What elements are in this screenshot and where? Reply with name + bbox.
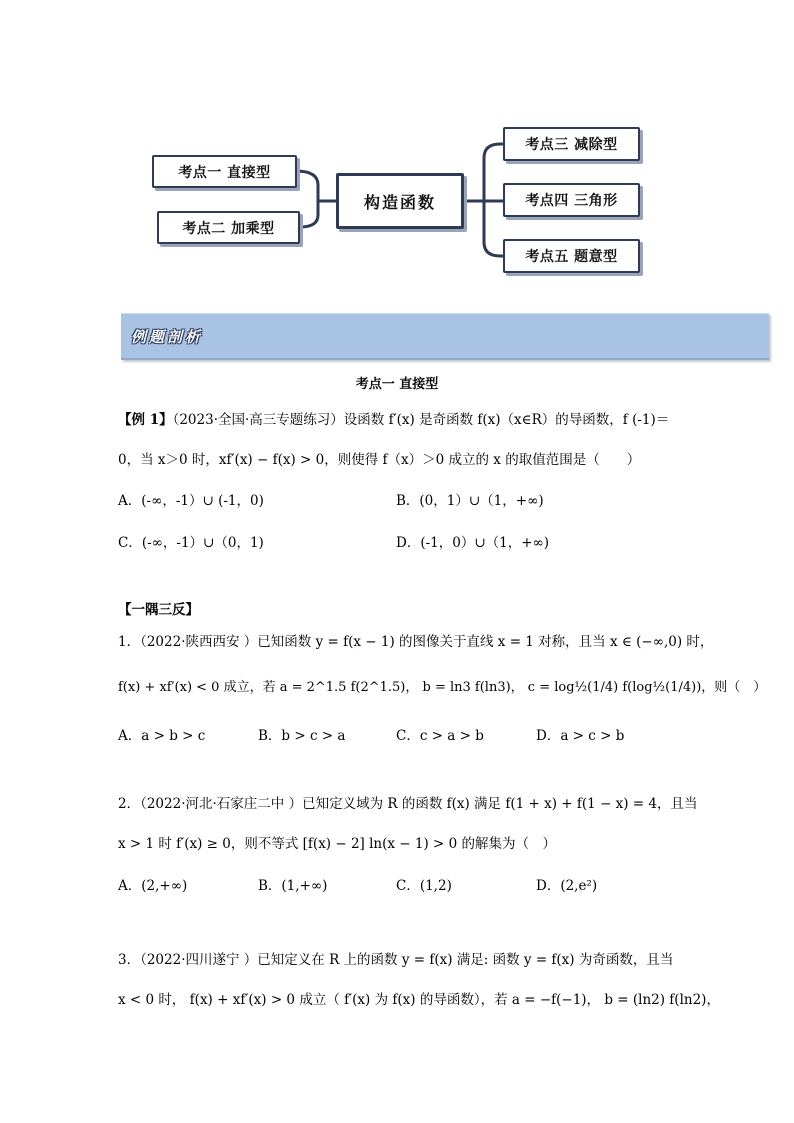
example-line-1 (118, 411, 669, 429)
example-option-b: B．(0，1）∪（1，+∞) (396, 493, 544, 509)
practice-label: 【一隅三反】 (118, 602, 199, 618)
mindmap-node-topic4: 考点四 三角形 (503, 183, 640, 217)
example-label: 【例 1】 (118, 412, 173, 428)
q1-line-1: 1．（2022·陕西西安 ）已知函数 y = f(x − 1) 的图像关于直线 x = 1 对称，且当 x ∈ (−∞,0) 时， (118, 634, 714, 650)
q1-option-a: A．a > b > c (118, 728, 206, 744)
example-line-2: 0，当 x＞0 时，xf′(x) − f(x) > 0，则使得 f（x）＞0 成立的 x 的取值范围是（ ） (118, 452, 641, 468)
q1-option-b: B．b > c > a (258, 728, 346, 744)
example-option-d: D．(-1，0）∪（1，+∞) (396, 535, 550, 551)
section-banner (121, 313, 769, 360)
q3-line-1: 3．（2022·四川遂宁 ）已知定义在 R 上的函数 y = f(x) 满足: 函数 y = f(x) 为奇函数，且当 (118, 952, 674, 968)
mindmap-node-topic5: 考点五 题意型 (503, 239, 640, 273)
mindmap-node-topic1: 考点一 直接型 (152, 155, 297, 188)
mindmap-node-topic2: 考点二 加乘型 (157, 211, 300, 244)
q1-option-d: D．a > c > b (536, 728, 625, 744)
example-option-a: A．(-∞，-1）∪ (-1，0) (118, 493, 264, 509)
example-option-c: C．(-∞，-1）∪（0，1) (118, 535, 264, 551)
q1-line-2: f(x) + xf′(x) < 0 成立，若 a = 2^1.5 f(2^1.5)， b = ln3 f(ln3)， c = log½(1/4) f(log½(1/4))，则（ ） (118, 680, 767, 695)
q2-option-d: D．(2,e²) (536, 878, 598, 894)
mindmap-node-topic3: 考点三 减除型 (503, 127, 640, 161)
q1-option-c: C．c > a > b (396, 728, 484, 744)
mindmap-connectors (0, 0, 794, 300)
q2-option-a: A．(2,+∞) (118, 878, 188, 894)
q2-option-c: C．(1,2) (396, 878, 452, 894)
q2-option-b: B．(1,+∞) (258, 878, 328, 894)
example-text-1: （2023·全国·高三专题练习）设函数 f′(x) 是奇函数 f(x)（x∈R）的导函数，f (-1)＝ (172, 412, 670, 428)
section-title: 考点一 直接型 (355, 377, 439, 392)
banner-label: 例题剖析 (131, 328, 204, 346)
mindmap-center-node: 构造函数 (336, 173, 464, 229)
q2-line-1: 2．（2022·河北·石家庄二中 ）已知定义域为 R 的函数 f(x) 满足 f(1 + x) + f(1 − x) = 4，且当 (118, 796, 698, 812)
q3-line-2: x < 0 时， f(x) + xf′(x) > 0 成立（ f′(x) 为 f(x) 的导函数），若 a = −f(−1)， b = (ln2) f(ln2)， (118, 992, 720, 1008)
q2-line-2: x > 1 时 f′(x) ≥ 0，则不等式 [f(x) − 2] ln(x − 1) > 0 的解集为（ ） (118, 836, 557, 852)
